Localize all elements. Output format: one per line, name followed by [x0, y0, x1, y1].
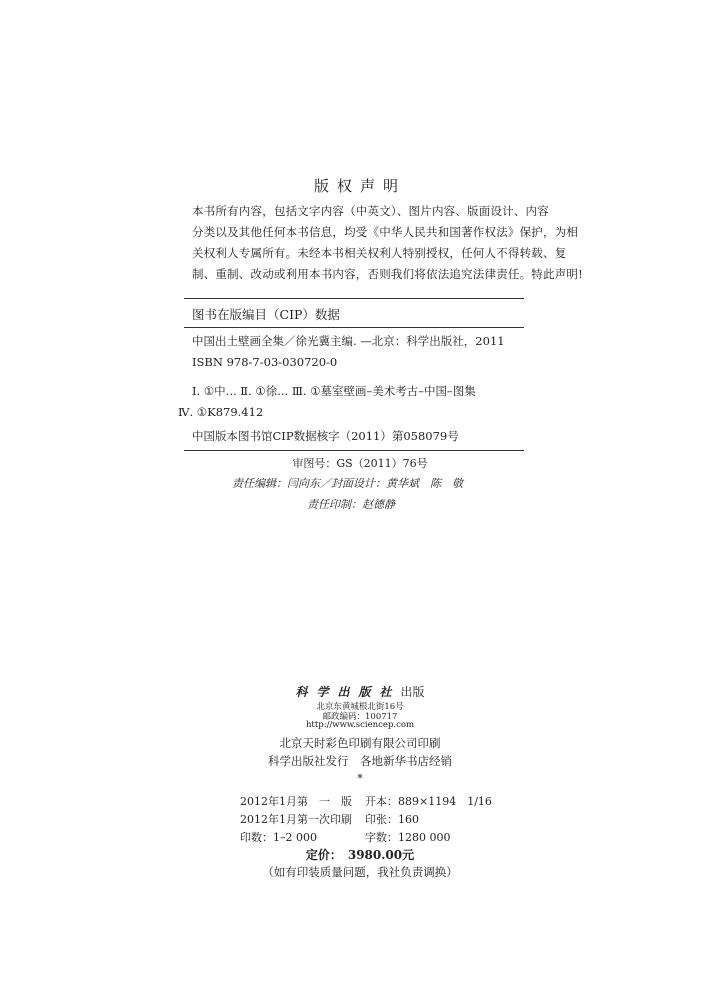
distribution: 科学出版社发行 各地新华书店经销	[268, 754, 452, 768]
publisher-address: 北京东黄城根北街16号	[316, 702, 404, 712]
copyright-line-4: 制、重制、改动或利用本书内容，否则我们将依法追究法律责任。特此声明!	[192, 267, 583, 281]
cip-heading: 图书在版编目（CIP）数据	[192, 307, 340, 322]
cip-library-number: 中国版本图书馆CIP数据核字（2011）第058079号	[192, 429, 459, 443]
printer: 北京天时彩色印刷有限公司印刷	[279, 736, 441, 750]
cip-classification-1: Ⅰ. ①中... Ⅱ. ①徐... Ⅲ. ①墓室壁画–美术考古–中国–图集	[192, 384, 476, 398]
publisher-name	[0, 683, 720, 700]
publisher-website: http://www.sciencep.com	[305, 720, 415, 730]
copyright-line-1: 本书所有内容，包括文字内容（中英文）、图片内容、版面设计、内容	[192, 204, 549, 218]
copyright-title: 版权声明	[313, 177, 406, 195]
quality-note: （如有印装质量问题，我社负责调换）	[262, 865, 458, 879]
cip-title-line: 中国出土壁画全集／徐光冀主编. —北京：科学出版社，2011	[192, 334, 505, 348]
printing: 2012年1月第一次印刷	[240, 813, 352, 826]
publisher-suffix: 出版	[400, 685, 425, 699]
print-run: 印数：1–2 000	[240, 831, 317, 844]
copyright-line-3: 关权利人专属所有。未经本书相关权利人特别授权，任何人不得转载、复	[192, 246, 567, 260]
publisher-logo-text: 科学出版社	[295, 685, 401, 699]
edition: 2012年1月第 一 版	[240, 795, 352, 808]
word-count: 字数：1280 000	[365, 831, 451, 844]
editors-line: 责任编辑：闫向东／封面设计：黄华斌 陈 敬	[232, 477, 463, 490]
publisher-postcode: 邮政编码：100717	[322, 712, 398, 722]
print-supervisor-line: 责任印制：赵德静	[307, 498, 395, 511]
divider-top	[184, 298, 524, 299]
copyright-line-2: 分类以及其他任何本书信息，均受《中华人民共和国著作权法》保护，为相	[192, 225, 579, 239]
book-format: 开本：889×1194 1/16	[365, 795, 492, 808]
price: 定价： 3980.00元	[305, 848, 415, 862]
cip-isbn: ISBN 978-7-03-030720-0	[192, 355, 338, 369]
separator-asterisk: *	[357, 772, 363, 785]
printed-sheets: 印张：160	[365, 813, 419, 826]
divider-cip	[184, 327, 524, 328]
map-review-number: 审图号：GS（2011）76号	[292, 457, 428, 470]
divider-bottom	[184, 450, 524, 451]
cip-classification-2: Ⅳ. ①K879.412	[178, 405, 264, 419]
